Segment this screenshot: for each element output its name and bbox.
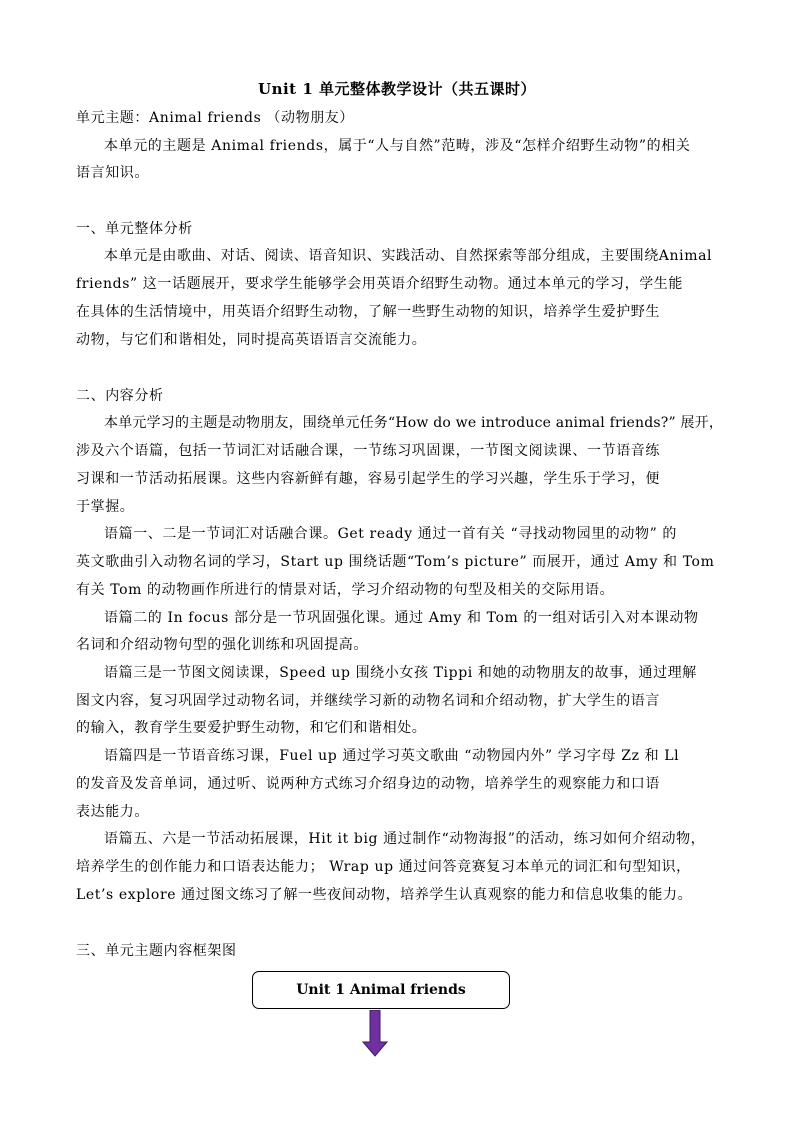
section-heading: 二、内容分析 bbox=[76, 388, 164, 404]
paragraph-line: 语篇二的 In focus 部分是一节巩固强化课。通过 Amy 和 Tom 的一组对话引入对本课动物 bbox=[104, 610, 699, 626]
paragraph-line: Let’s explore 通过图文练习了解一些夜间动物，培养学生认真观察的能力和信息收集的能力。 bbox=[76, 887, 693, 903]
paragraph-line: friends” 这一话题展开，要求学生能够学会用英语介绍野生动物。通过本单元的学习，学生能 bbox=[76, 276, 684, 292]
paragraph-line: 在具体的生活情境中，用英语介绍野生动物，了解一些野生动物的知识，培养学生爱护野生 bbox=[76, 304, 660, 320]
page-title: Unit 1 单元整体教学设计（共五课时） bbox=[258, 80, 536, 98]
paragraph-line: 图文内容，复习巩固学过动物名词，并继续学习新的动物名词和介绍动物，扩大学生的语言 bbox=[76, 693, 660, 709]
section-heading: 三、单元主题内容框架图 bbox=[76, 943, 237, 959]
paragraph-line: 习课和一节活动拓展课。这些内容新鲜有趣，容易引起学生的学习兴趣，学生乐于学习，便 bbox=[76, 471, 660, 487]
paragraph-line: 于掌握。 bbox=[76, 499, 135, 515]
intro-line: 语言知识。 bbox=[76, 165, 149, 181]
paragraph-line: 语篇三是一节图文阅读课，Speed up 围绕小女孩 Tippi 和她的动物朋友的故事，通过理解 bbox=[104, 665, 697, 681]
down-arrow-icon bbox=[362, 1010, 388, 1058]
paragraph-line: 名词和介绍动物句型的强化训练和巩固提高。 bbox=[76, 637, 368, 653]
paragraph-line: 的发音及发音单词，通过听、说两种方式练习介绍身边的动物，培养学生的观察能力和口语 bbox=[76, 776, 660, 792]
paragraph-line: 的输入，教育学生要爱护野生动物，和它们和谐相处。 bbox=[76, 720, 427, 736]
paragraph-line: 表达能力。 bbox=[76, 804, 149, 820]
paragraph-line: 语篇四是一节语音练习课，Fuel up 通过学习英文歌曲 “动物园内外” 学习字母 Zz 和 Ll bbox=[104, 748, 680, 764]
unit-theme-line: 单元主题：Animal friends （动物朋友） bbox=[76, 110, 355, 126]
paragraph-line: 本单元学习的主题是动物朋友，围绕单元任务“How do we introduce animal friends?” 展开， bbox=[104, 415, 724, 431]
section-heading: 一、单元整体分析 bbox=[76, 221, 193, 237]
paragraph-line: 语篇五、六是一节活动拓展课，Hit it big 通过制作“动物海报”的活动，练习如何介绍动物， bbox=[104, 831, 706, 847]
framework-box-label: Unit 1 Animal friends bbox=[296, 982, 466, 998]
paragraph-line: 培养学生的创作能力和口语表达能力； Wrap up 通过问答竞赛复习本单元的词汇和句型知识， bbox=[76, 859, 691, 875]
paragraph-line: 英文歌曲引入动物名词的学习，Start up 围绕话题“Tom’s picture” 而展开，通过 Amy 和 Tom bbox=[76, 554, 715, 570]
intro-line: 本单元的主题是 Animal friends，属于“人与自然”范畴，涉及“怎样介绍野生动物”的相关 bbox=[104, 138, 691, 154]
paragraph-line: 涉及六个语篇，包括一节词汇对话融合课，一节练习巩固课，一节图文阅读课、一节语音练 bbox=[76, 443, 660, 459]
paragraph-line: 语篇一、二是一节词汇对话融合课。Get ready 通过一首有关 “寻找动物园里的动物” 的 bbox=[104, 526, 678, 542]
paragraph-line: 本单元是由歌曲、对话、阅读、语音知识、实践活动、自然探索等部分组成，主要围绕Animal bbox=[104, 248, 713, 264]
paragraph-line: 有关 Tom 的动物画作所进行的情景对话，学习介绍动物的句型及相关的交际用语。 bbox=[76, 582, 615, 598]
framework-box bbox=[252, 971, 510, 1009]
paragraph-line: 动物，与它们和谐相处，同时提高英语语言交流能力。 bbox=[76, 332, 427, 348]
